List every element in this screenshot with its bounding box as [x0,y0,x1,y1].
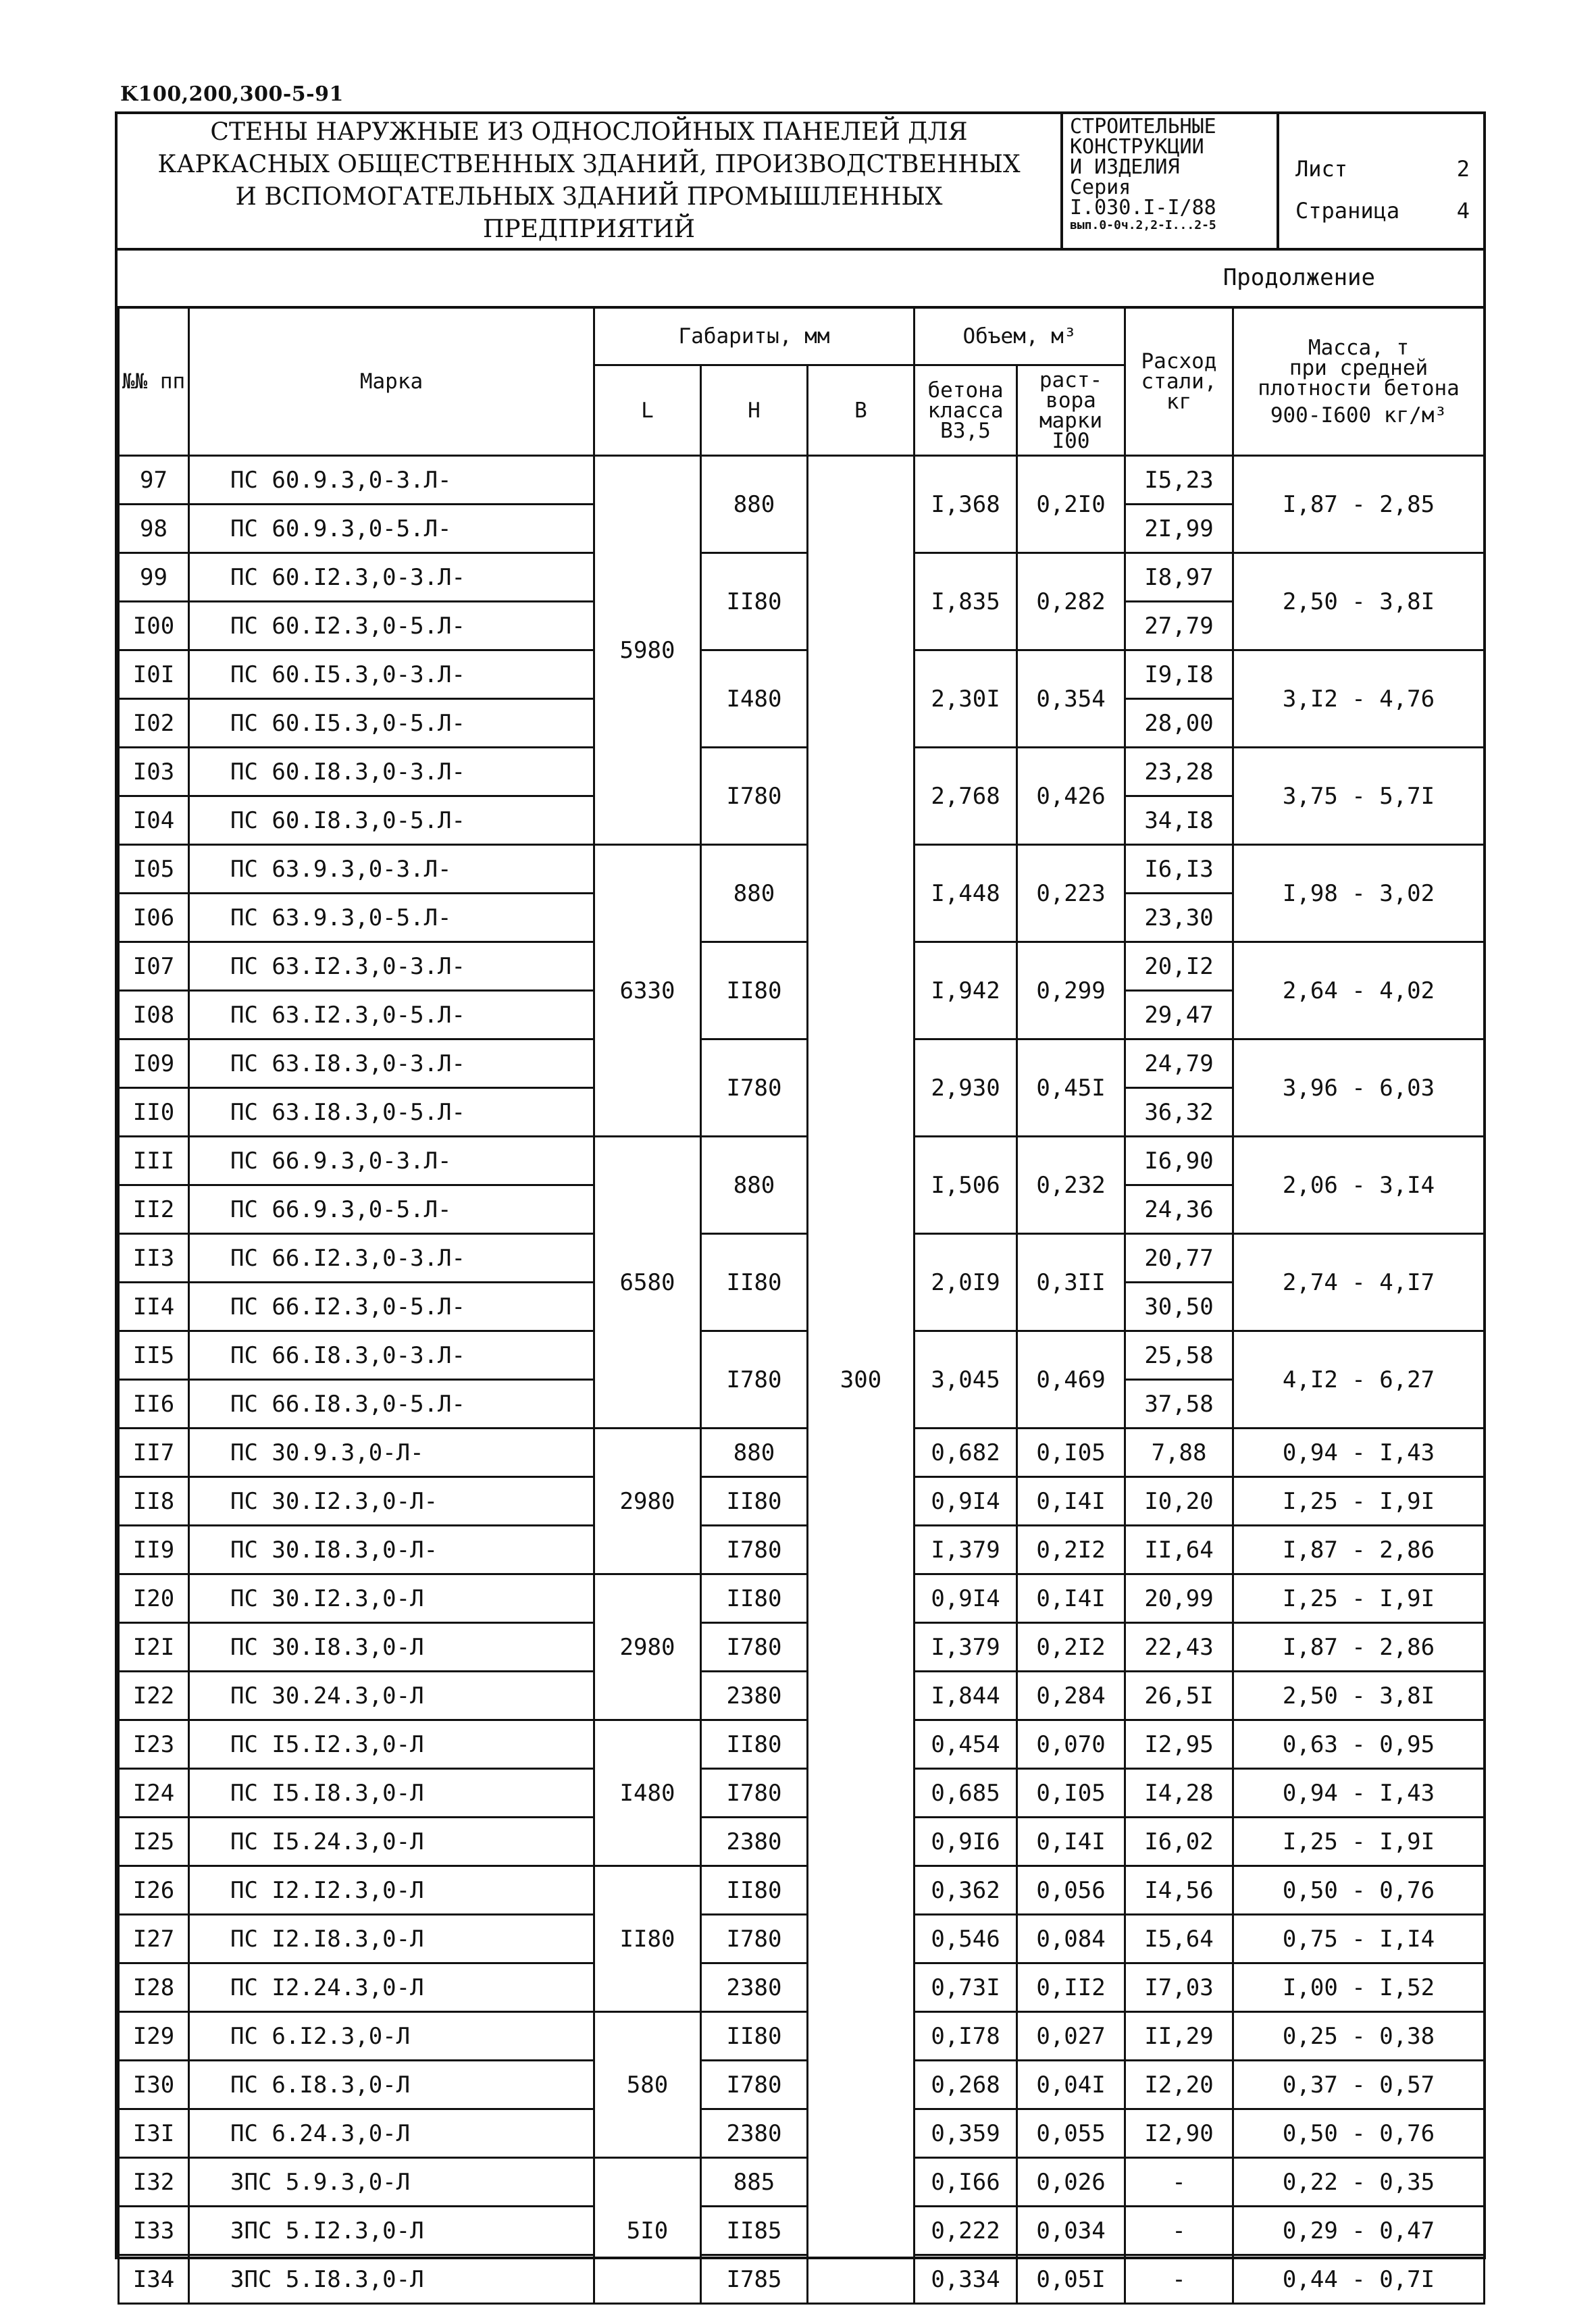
mass-header-line: при средней плотности бетона [1258,355,1460,401]
table-row [119,1866,1485,1915]
mass-range: 0,50 - 0,76 [1233,1866,1485,1915]
steel-consumption: 30,50 [1125,1283,1233,1331]
row-number: II3 [119,1234,189,1283]
concrete-volume: 2,0I9 [915,1234,1017,1331]
mortar-volume: 0,223 [1017,845,1125,942]
height-H: I780 [701,1331,808,1429]
series-line: СТРОИТЕЛЬНЫЕ [1070,115,1216,138]
concrete-volume: 0,546 [915,1915,1017,1963]
height-H: I780 [701,1526,808,1574]
table-row [119,2109,1485,2158]
row-number: II7 [119,1429,189,1477]
row-number: I02 [119,699,189,748]
concrete-volume: 0,9I4 [915,1477,1017,1526]
mass-range: 3,96 - 6,03 [1233,1039,1485,1137]
row-number: I2I [119,1623,189,1672]
panel-mark: ПС 6.I2.3,0-Л [189,2012,594,2061]
concrete-volume: 0,685 [915,1769,1017,1818]
row-number: II8 [119,1477,189,1526]
mass-range: I,00 - I,52 [1233,1963,1485,2012]
mass-range: I,98 - 3,02 [1233,845,1485,942]
panel-mark: ПС 60.9.3,0-5.Л- [189,505,594,553]
mortar-volume: 0,I05 [1017,1429,1125,1477]
row-number: I33 [119,2207,189,2255]
height-H: II80 [701,942,808,1039]
height-H: II80 [701,1234,808,1331]
table-row [119,1526,1485,1574]
steel-consumption: 7,88 [1125,1429,1233,1477]
panel-mark: ПС 66.I2.3,0-3.Л- [189,1234,594,1283]
series-line: КОНСТРУКЦИИ [1070,135,1204,159]
concrete-volume: 0,334 [915,2255,1017,2304]
panel-mark: ПС 60.I2.3,0-5.Л- [189,602,594,650]
length-L: 580 [594,2012,701,2158]
steel-consumption: 27,79 [1125,602,1233,650]
steel-consumption: 22,43 [1125,1623,1233,1672]
row-number: 97 [119,456,189,505]
panel-mark: ПС I5.I2.3,0-Л [189,1720,594,1769]
page-number: 4 [1456,198,1470,224]
concrete-volume: 0,9I6 [915,1818,1017,1866]
panel-mark: ПС 66.I2.3,0-5.Л- [189,1283,594,1331]
steel-consumption: 20,77 [1125,1234,1233,1283]
length-L: 5I0 [594,2158,701,2304]
panel-mark: ЗПС 5.I2.3,0-Л [189,2207,594,2255]
mortar-volume: 0,084 [1017,1915,1125,1963]
mortar-volume: 0,45I [1017,1039,1125,1137]
steel-consumption: I2,95 [1125,1720,1233,1769]
table-row [119,2207,1485,2255]
mass-range: I,87 - 2,85 [1233,456,1485,553]
panel-mark: ПС 66.9.3,0-3.Л- [189,1137,594,1185]
mass-range: I,25 - I,9I [1233,1477,1485,1526]
row-number: II9 [119,1526,189,1574]
steel-consumption: 34,I8 [1125,796,1233,845]
mortar-volume: 0,3II [1017,1234,1125,1331]
length-L: 2980 [594,1429,701,1574]
length-L: 6330 [594,845,701,1137]
row-number: II2 [119,1185,189,1234]
mass-range: I,87 - 2,86 [1233,1526,1485,1574]
concrete-volume: 0,362 [915,1866,1017,1915]
panel-mark: ПС 60.I8.3,0-5.Л- [189,796,594,845]
steel-consumption: 37,58 [1125,1380,1233,1429]
concrete-volume: 0,359 [915,2109,1017,2158]
panel-mark: ПС I5.24.3,0-Л [189,1818,594,1866]
height-H: 2380 [701,2109,808,2158]
row-number: I29 [119,2012,189,2061]
mass-range: 0,63 - 0,95 [1233,1720,1485,1769]
row-number: I34 [119,2255,189,2304]
mass-range: 2,50 - 3,8I [1233,1672,1485,1720]
mortar-volume: 0,II2 [1017,1963,1125,2012]
row-number: I24 [119,1769,189,1818]
mass-range: 2,50 - 3,8I [1233,553,1485,650]
concrete-volume: I,379 [915,1526,1017,1574]
mortar-volume: 0,354 [1017,650,1125,748]
mortar-volume: 0,284 [1017,1672,1125,1720]
panel-mark: ЗПС 5.9.3,0-Л [189,2158,594,2207]
panel-mark: ПС 63.I2.3,0-5.Л- [189,991,594,1039]
mortar-volume: 0,027 [1017,2012,1125,2061]
table-row [119,1477,1485,1526]
steel-consumption: 23,30 [1125,894,1233,942]
steel-consumption: II,64 [1125,1526,1233,1574]
height-H: 880 [701,456,808,553]
panel-mark: ПС 63.I8.3,0-3.Л- [189,1039,594,1088]
panel-mark: ПС 60.I2.3,0-3.Л- [189,553,594,602]
title-block [118,114,1483,251]
table-row [119,2012,1485,2061]
panel-mark: ПС 30.I2.3,0-Л- [189,1477,594,1526]
document-code: K100,200,300-5-91 [120,82,344,106]
mortar-volume: 0,282 [1017,553,1125,650]
mortar-volume: 0,I4I [1017,1574,1125,1623]
height-H: I785 [701,2255,808,2304]
panel-mark: ПС 66.I8.3,0-3.Л- [189,1331,594,1380]
height-H: II80 [701,1866,808,1915]
col-steel: Расход стали, кг [1125,307,1233,456]
table-row [119,1963,1485,2012]
length-L: I480 [594,1720,701,1866]
panel-mark: ПС 60.I5.3,0-3.Л- [189,650,594,699]
steel-consumption: - [1125,2255,1233,2304]
panel-mark: ПС 30.9.3,0-Л- [189,1429,594,1477]
steel-consumption: 2I,99 [1125,505,1233,553]
height-H: 2380 [701,1672,808,1720]
mass-range: 0,50 - 0,76 [1233,2109,1485,2158]
mortar-volume: 0,I05 [1017,1769,1125,1818]
row-number: I22 [119,1672,189,1720]
table-row [119,1429,1485,1477]
series-block [1063,114,1279,248]
col-number: №№ пп [119,307,189,456]
mass-range: 0,25 - 0,38 [1233,2012,1485,2061]
panel-mark: ПС 63.9.3,0-5.Л- [189,894,594,942]
row-number: I06 [119,894,189,942]
mortar-volume: 0,2I2 [1017,1526,1125,1574]
panel-mark: ПС 63.9.3,0-3.Л- [189,845,594,894]
concrete-volume: 0,268 [915,2061,1017,2109]
row-number: I3I [119,2109,189,2158]
table-body [119,456,1485,2304]
steel-consumption: 24,36 [1125,1185,1233,1234]
mortar-volume: 0,070 [1017,1720,1125,1769]
col-dimensions: Габариты, мм [594,307,915,365]
height-H: 2380 [701,1818,808,1866]
row-number: I27 [119,1915,189,1963]
concrete-volume: I,844 [915,1672,1017,1720]
steel-consumption: 20,I2 [1125,942,1233,991]
steel-consumption: I5,23 [1125,456,1233,505]
concrete-volume: 0,I78 [915,2012,1017,2061]
col-concrete: бетона класса В3,5 [915,365,1017,456]
table-row [119,1623,1485,1672]
table-row [119,1574,1485,1623]
concrete-volume: 0,9I4 [915,1574,1017,1623]
height-H: II80 [701,2012,808,2061]
height-H: II80 [701,1477,808,1526]
mass-range: 3,75 - 5,7I [1233,748,1485,845]
steel-consumption: I6,90 [1125,1137,1233,1185]
mass-range: 0,22 - 0,35 [1233,2158,1485,2207]
document-title: СТЕНЫ НАРУЖНЫЕ ИЗ ОДНОСЛОЙНЫХ ПАНЕЛЕЙ ДЛЯ КАРКАСНЫХ ОБЩЕСТВЕННЫХ ЗДАНИЙ, ПРОИЗВОДСТВЕННЫХ И ВСПОМОГАТЕЛЬНЫХ ЗДАНИЙ ПРОМЫШЛЕННЫХ ПРЕДПРИЯТИЙ [118,114,1063,248]
row-number: I25 [119,1818,189,1866]
sheet-info [1279,114,1483,248]
mass-range: 4,I2 - 6,27 [1233,1331,1485,1429]
panel-mark: ПС 63.I8.3,0-5.Л- [189,1088,594,1137]
mortar-volume: 0,426 [1017,748,1125,845]
steel-consumption: 36,32 [1125,1088,1233,1137]
mortar-volume: 0,034 [1017,2207,1125,2255]
height-H: 885 [701,2158,808,2207]
mass-range: 0,44 - 0,7I [1233,2255,1485,2304]
height-H: II85 [701,2207,808,2255]
steel-consumption: 23,28 [1125,748,1233,796]
panel-mark: ПС I2.24.3,0-Л [189,1963,594,2012]
mass-range: I,87 - 2,86 [1233,1623,1485,1672]
table-row [119,845,1485,894]
mass-range: 3,I2 - 4,76 [1233,650,1485,748]
table-row [119,2255,1485,2304]
table-row [119,1672,1485,1720]
steel-consumption: I9,I8 [1125,650,1233,699]
row-number: I08 [119,991,189,1039]
series-line: И ИЗДЕЛИЯ [1070,155,1180,179]
concrete-volume: 2,30I [915,650,1017,748]
mortar-volume: 0,05I [1017,2255,1125,2304]
concrete-volume: 0,I66 [915,2158,1017,2207]
panel-mark: ПС 60.9.3,0-3.Л- [189,456,594,505]
height-H: I780 [701,2061,808,2109]
mortar-volume: 0,299 [1017,942,1125,1039]
steel-consumption: I0,20 [1125,1477,1233,1526]
height-H: 880 [701,845,808,942]
table-row [119,2061,1485,2109]
table-row [119,650,1485,699]
length-L: 6580 [594,1137,701,1429]
steel-consumption: I8,97 [1125,553,1233,602]
mass-range: 0,94 - I,43 [1233,1429,1485,1477]
mortar-volume: 0,2I0 [1017,456,1125,553]
panel-mark: ПС 30.I8.3,0-Л- [189,1526,594,1574]
steel-consumption: 29,47 [1125,991,1233,1039]
row-number: II6 [119,1380,189,1429]
row-number: I23 [119,1720,189,1769]
concrete-volume: I,506 [915,1137,1017,1234]
table-row [119,1039,1485,1088]
panel-mark: ПС 30.I8.3,0-Л [189,1623,594,1672]
concrete-volume: 0,454 [915,1720,1017,1769]
mass-range: 2,64 - 4,02 [1233,942,1485,1039]
panel-mark: ПС 63.I2.3,0-3.Л- [189,942,594,991]
panel-mark: ПС 66.I8.3,0-5.Л- [189,1380,594,1429]
height-H: II80 [701,1574,808,1623]
row-number: I07 [119,942,189,991]
table-row [119,456,1485,505]
panel-mark: ПС 60.I8.3,0-3.Л- [189,748,594,796]
mortar-volume: 0,055 [1017,2109,1125,2158]
table-row [119,942,1485,991]
mortar-volume: 0,026 [1017,2158,1125,2207]
panel-mark: ПС 60.I5.3,0-5.Л- [189,699,594,748]
row-number: II4 [119,1283,189,1331]
panel-mark: ЗПС 5.I8.3,0-Л [189,2255,594,2304]
col-mark: Марка [189,307,594,456]
row-number: 98 [119,505,189,553]
row-number: I28 [119,1963,189,2012]
document-sheet [115,111,1486,2293]
row-number: I26 [119,1866,189,1915]
mortar-volume: 0,I4I [1017,1477,1125,1526]
steel-consumption: - [1125,2207,1233,2255]
table-row [119,1720,1485,1769]
mortar-volume: 0,232 [1017,1137,1125,1234]
mortar-volume: 0,056 [1017,1866,1125,1915]
specification-table [118,306,1485,2305]
height-H: I780 [701,1915,808,1963]
row-number: 99 [119,553,189,602]
concrete-volume: 3,045 [915,1331,1017,1429]
mass-range: 0,29 - 0,47 [1233,2207,1485,2255]
mortar-volume: 0,2I2 [1017,1623,1125,1672]
sheet-label: Лист [1295,156,1348,182]
continuation-label: Продолжение [118,251,1483,309]
steel-consumption: II,29 [1125,2012,1233,2061]
col-mortar: раст-вора марки I00 [1017,365,1125,456]
steel-consumption: I2,90 [1125,2109,1233,2158]
row-number: I30 [119,2061,189,2109]
mass-header-line: Масса, т [1308,335,1410,360]
table-row [119,1234,1485,1283]
table-row [119,748,1485,796]
series-line: Серия [1070,176,1131,199]
height-H: I480 [701,650,808,748]
row-number: I04 [119,796,189,845]
mass-range: 0,75 - I,I4 [1233,1915,1485,1963]
length-L: 2980 [594,1574,701,1720]
steel-consumption: I4,28 [1125,1769,1233,1818]
row-number: I09 [119,1039,189,1088]
row-number: I05 [119,845,189,894]
sheet-number: 2 [1456,156,1470,182]
page-label: Страница [1295,198,1400,224]
concrete-volume: 0,682 [915,1429,1017,1477]
steel-consumption: I6,I3 [1125,845,1233,894]
width-B: 300 [808,456,915,2304]
height-H: I780 [701,748,808,845]
steel-consumption: 25,58 [1125,1331,1233,1380]
panel-mark: ПС I2.I2.3,0-Л [189,1866,594,1915]
concrete-volume: I,379 [915,1623,1017,1672]
panel-mark: ПС 6.24.3,0-Л [189,2109,594,2158]
concrete-volume: I,835 [915,553,1017,650]
table-row [119,2158,1485,2207]
mortar-volume: 0,04I [1017,2061,1125,2109]
height-H: II80 [701,1720,808,1769]
steel-consumption: I4,56 [1125,1866,1233,1915]
row-number: I20 [119,1574,189,1623]
height-H: II80 [701,553,808,650]
col-L: L [594,365,701,456]
height-H: I780 [701,1623,808,1672]
length-L: II80 [594,1866,701,2012]
panel-mark: ПС I5.I8.3,0-Л [189,1769,594,1818]
row-number: II0 [119,1088,189,1137]
mass-range: 0,37 - 0,57 [1233,2061,1485,2109]
steel-consumption: 28,00 [1125,699,1233,748]
col-H: H [701,365,808,456]
series-number: I.030.I-I/88 [1070,196,1216,220]
concrete-volume: I,368 [915,456,1017,553]
table-row [119,553,1485,602]
col-mass [1233,307,1485,456]
mass-range: I,25 - I,9I [1233,1574,1485,1623]
table-row [119,1915,1485,1963]
table-row [119,1331,1485,1380]
row-number: II5 [119,1331,189,1380]
height-H: 2380 [701,1963,808,2012]
mass-range: I,25 - I,9I [1233,1818,1485,1866]
steel-consumption: I7,03 [1125,1963,1233,2012]
concrete-volume: 2,930 [915,1039,1017,1137]
row-number: I03 [119,748,189,796]
mortar-volume: 0,I4I [1017,1818,1125,1866]
height-H: 880 [701,1429,808,1477]
steel-consumption: I5,64 [1125,1915,1233,1963]
mass-range: 2,74 - 4,I7 [1233,1234,1485,1331]
concrete-volume: 0,73I [915,1963,1017,2012]
panel-mark: ПС I2.I8.3,0-Л [189,1915,594,1963]
height-H: I780 [701,1769,808,1818]
concrete-volume: 0,222 [915,2207,1017,2255]
steel-consumption: 20,99 [1125,1574,1233,1623]
series-issue: вып.0-0ч.2,2-I...2-5 [1070,218,1216,232]
steel-consumption: I2,20 [1125,2061,1233,2109]
steel-consumption: 24,79 [1125,1039,1233,1088]
concrete-volume: 2,768 [915,748,1017,845]
mass-range: 2,06 - 3,I4 [1233,1137,1485,1234]
panel-mark: ПС 30.24.3,0-Л [189,1672,594,1720]
height-H: I780 [701,1039,808,1137]
row-number: I00 [119,602,189,650]
concrete-volume: I,942 [915,942,1017,1039]
table-row [119,1818,1485,1866]
mortar-volume: 0,469 [1017,1331,1125,1429]
row-number: III [119,1137,189,1185]
table-row [119,1769,1485,1818]
steel-consumption: 26,5I [1125,1672,1233,1720]
row-number: I0I [119,650,189,699]
table-row [119,1137,1485,1185]
mass-range: 0,94 - I,43 [1233,1769,1485,1818]
row-number: I32 [119,2158,189,2207]
col-volume: Объем, м³ [915,307,1125,365]
panel-mark: ПС 66.9.3,0-5.Л- [189,1185,594,1234]
concrete-volume: I,448 [915,845,1017,942]
steel-consumption: - [1125,2158,1233,2207]
length-L: 5980 [594,456,701,845]
height-H: 880 [701,1137,808,1234]
mass-header-line: 900-I600 кг/м³ [1270,403,1447,428]
panel-mark: ПС 30.I2.3,0-Л [189,1574,594,1623]
panel-mark: ПС 6.I8.3,0-Л [189,2061,594,2109]
steel-consumption: I6,02 [1125,1818,1233,1866]
col-B: B [808,365,915,456]
